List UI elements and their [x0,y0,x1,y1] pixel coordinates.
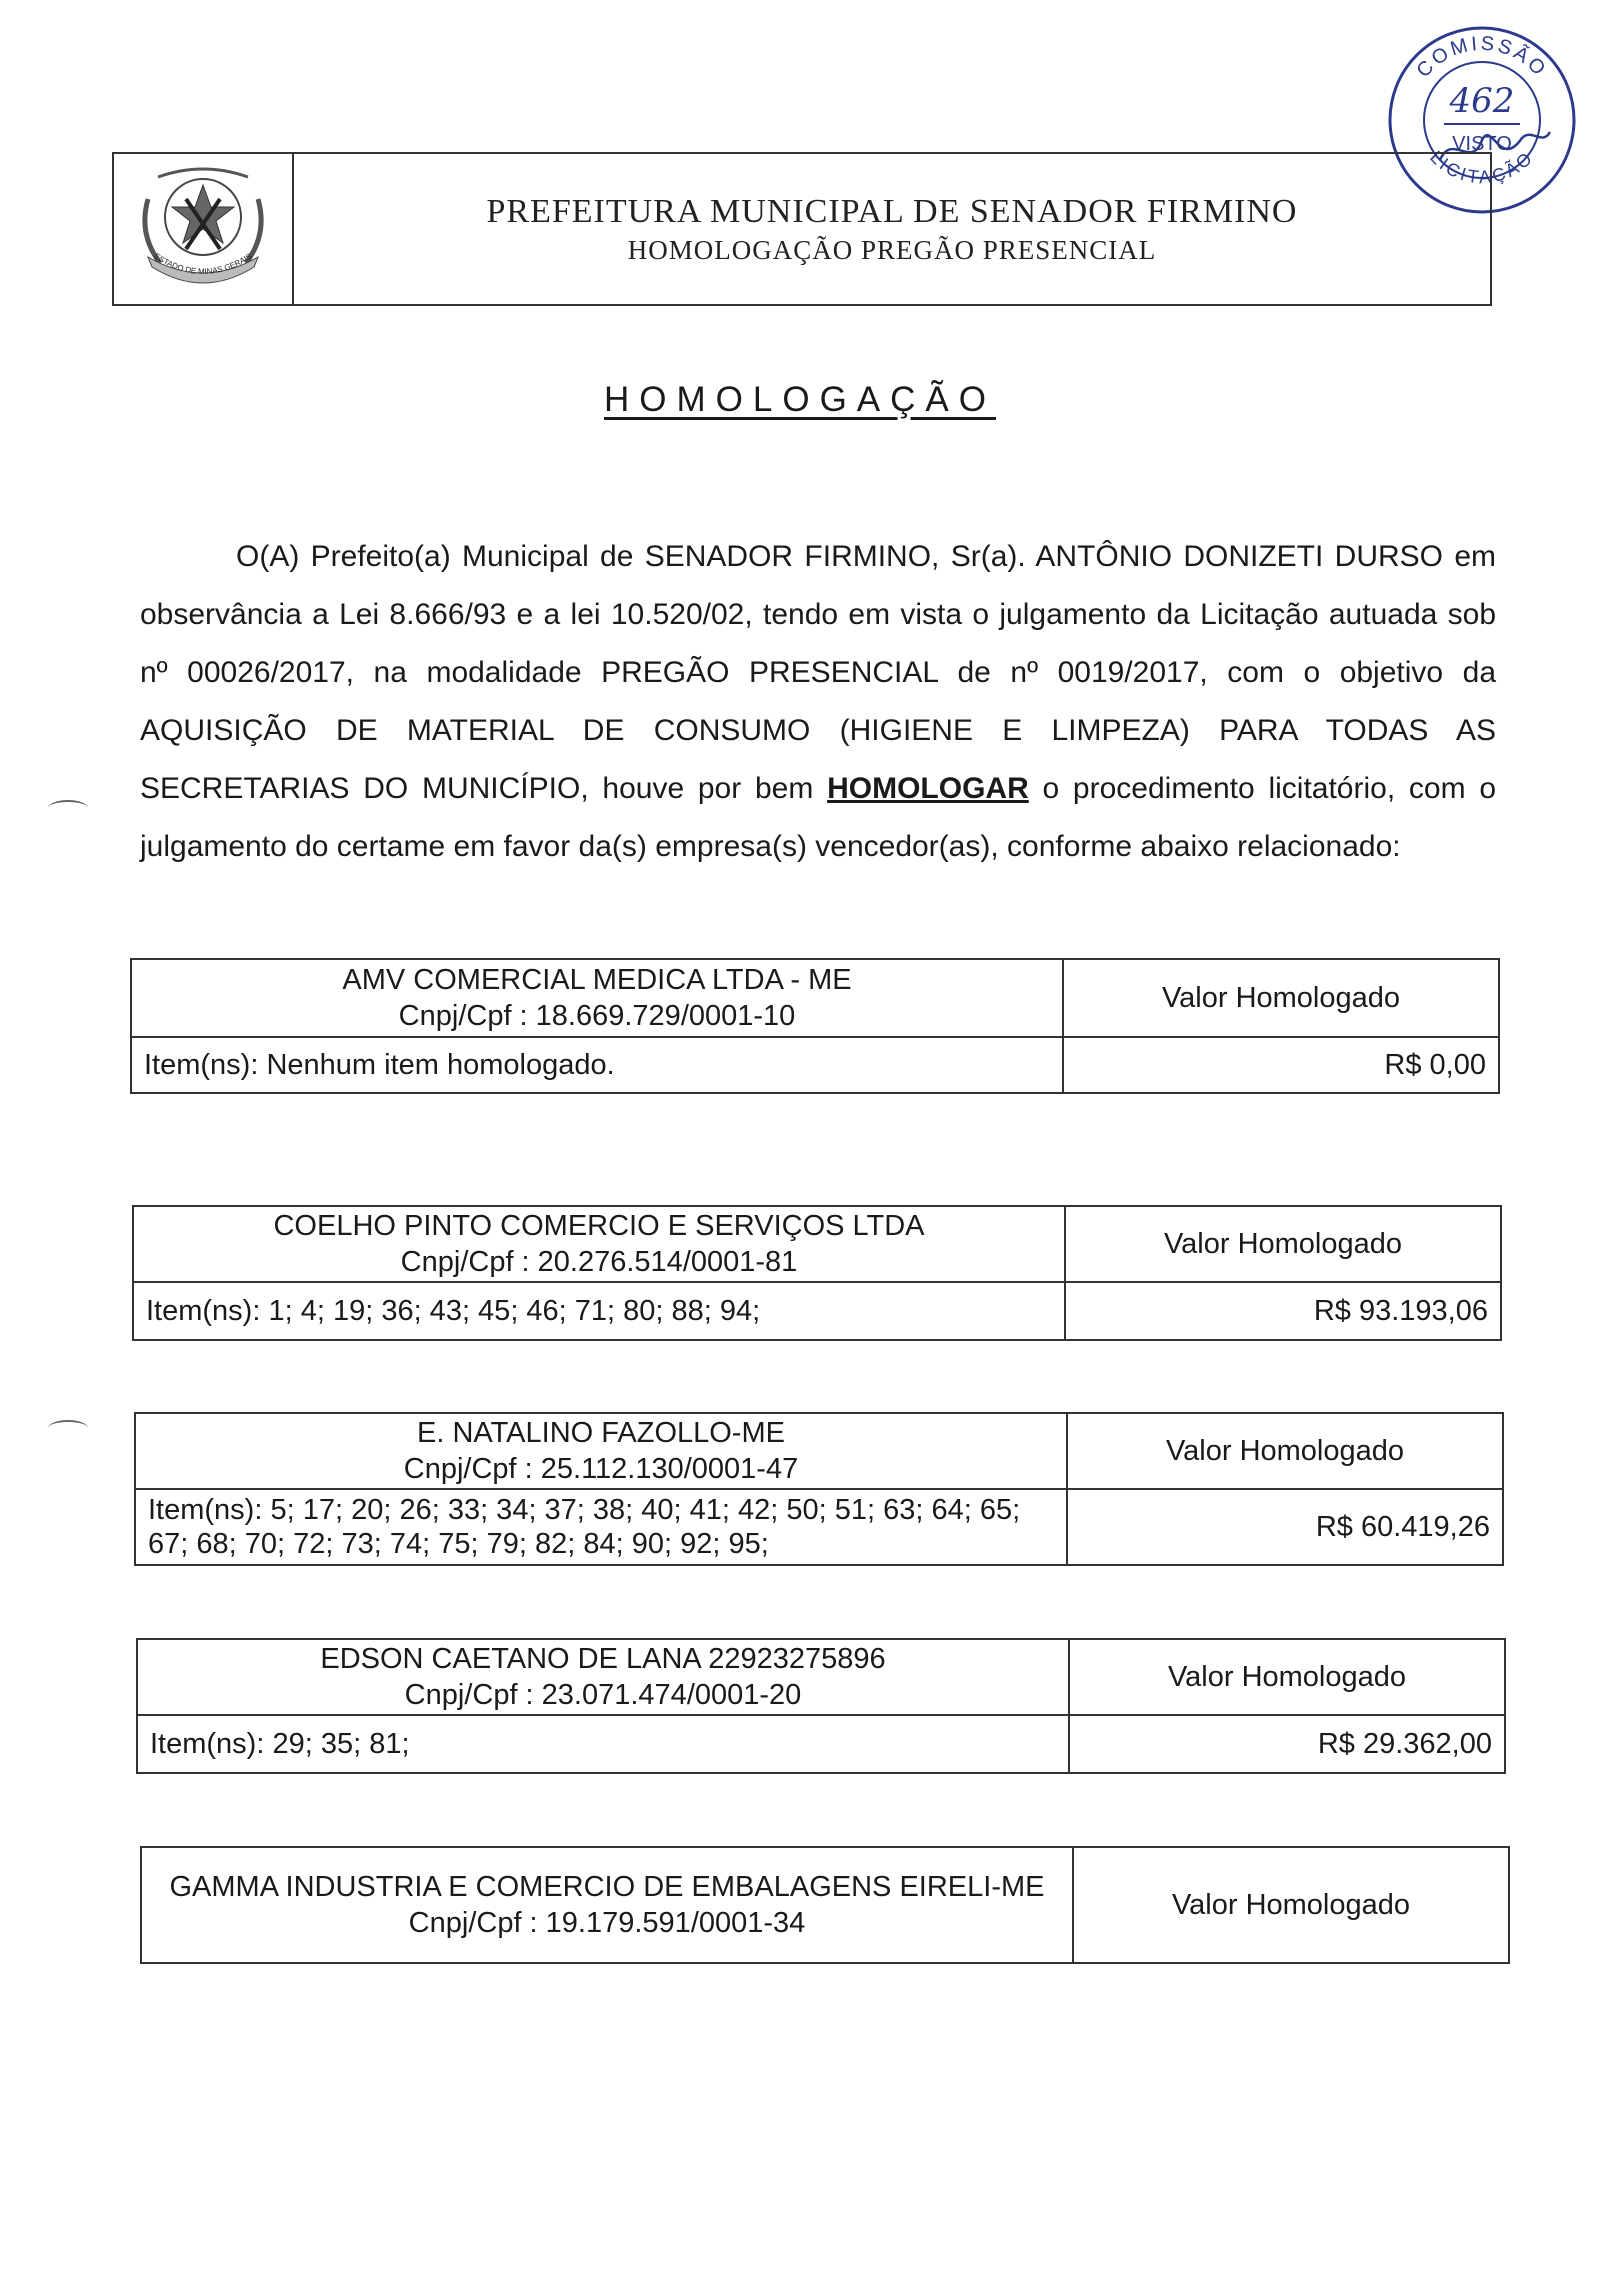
homologation-paragraph: O(A) Prefeito(a) Municipal de SENADOR FIRMINO, Sr(a). ANTÔNIO DONIZETI DURSO em observância a Lei 8.666/93 e a lei 10.520/02, tendo em vista o julgamento da Licitação autuada sob nº 00026/2017, na modalidade PREGÃO PRESENCIAL de nº 0019/2017, com o objetivo da AQUISIÇÃO DE MATERIAL DE CONSUMO (HIGIENE E LIMPEZA) PARA TODAS AS SECRETARIAS DO MUNICÍPIO, houve por bem HOMOLOGAR o procedimento licitatório, com o julgamento do certame em favor da(s) empresa(s) vencedor(as), conforme abaixo relacionado: [140,540,1497,863]
vendor-cnpj: Cnpj/Cpf : 23.071.474/0001-20 [404,1679,802,1711]
value-header: Valor Homologado [1069,1639,1505,1715]
svg-text:COMISSÃO: COMISSÃO [1412,32,1552,82]
vendor-name-cell [137,1639,1069,1715]
vendor-items: Item(ns): 29; 35; 81; [137,1715,1069,1773]
header-box [112,152,1492,306]
vendor-cnpj: Cnpj/Cpf : 18.669.729/0001-10 [398,1000,796,1032]
crest-cell [114,154,294,304]
header-text [294,154,1490,304]
vendor-items: Item(ns): 1; 4; 19; 36; 43; 45; 46; 71; 80; 88; 94; [133,1282,1065,1340]
vendor-name-cell [133,1206,1065,1282]
municipality-title: PREFEITURA MUNICIPAL DE SENADOR FIRMINO [486,192,1298,230]
vendor-name-cell [141,1847,1073,1963]
vendor-cnpj: Cnpj/Cpf : 25.112.130/0001-47 [403,1453,799,1485]
vendor-value: R$ 29.362,00 [1069,1715,1505,1773]
vendor-name-cell [135,1413,1067,1489]
vendor-name: AMV COMERCIAL MEDICA LTDA - ME [342,964,852,996]
vendor-value: R$ 93.193,06 [1065,1282,1501,1340]
page-title: HOMOLOGAÇÃO [604,380,996,419]
vendor-items: Item(ns): 5; 17; 20; 26; 33; 34; 37; 38; 40; 41; 42; 50; 51; 63; 64; 65; 67; 68; 70; 72; 73; 74; 75; 79; 82; 84; 90; 92; 95; [135,1489,1067,1565]
vendor-cnpj: Cnpj/Cpf : 20.276.514/0001-81 [400,1246,798,1278]
vendor-name: EDSON CAETANO DE LANA 22923275896 [320,1643,886,1675]
vendor-value: R$ 60.419,26 [1067,1489,1503,1565]
coat-of-arms-icon [128,159,278,299]
value-header: Valor Homologado [1073,1847,1509,1963]
document-subtitle: HOMOLOGAÇÃO PREGÃO PRESENCIAL [627,234,1157,265]
vendor-table [136,1638,1506,1774]
homologar-emphasis: HOMOLOGAR [827,772,1029,805]
stamp-number: 462 [1449,81,1515,121]
vendor-table [140,1846,1510,1964]
vendor-cnpj: Cnpj/Cpf : 19.179.591/0001-34 [408,1907,806,1939]
stamp-visto: VISTO [1452,133,1512,155]
vendor-table [132,1205,1502,1341]
vendor-table [130,958,1500,1094]
margin-mark [48,800,88,816]
vendor-name: GAMMA INDUSTRIA E COMERCIO DE EMBALAGENS EIRELI-ME [169,1871,1045,1903]
vendor-name: COELHO PINTO COMERCIO E SERVIÇOS LTDA [273,1210,925,1242]
margin-mark [48,1420,88,1436]
value-header: Valor Homologado [1065,1206,1501,1282]
vendor-name: E. NATALINO FAZOLLO-ME [417,1417,785,1449]
svg-text:LICITAÇÃO: LICITAÇÃO [1426,146,1538,188]
vendor-table [134,1412,1504,1566]
vendor-value: R$ 0,00 [1063,1037,1499,1093]
vendor-name-cell [131,959,1063,1037]
svg-text:ESTADO DE MINAS GERAIS: ESTADO DE MINAS GERAIS [152,251,254,277]
value-header: Valor Homologado [1063,959,1499,1037]
value-header: Valor Homologado [1067,1413,1503,1489]
vendor-items: Item(ns): Nenhum item homologado. [131,1037,1063,1093]
